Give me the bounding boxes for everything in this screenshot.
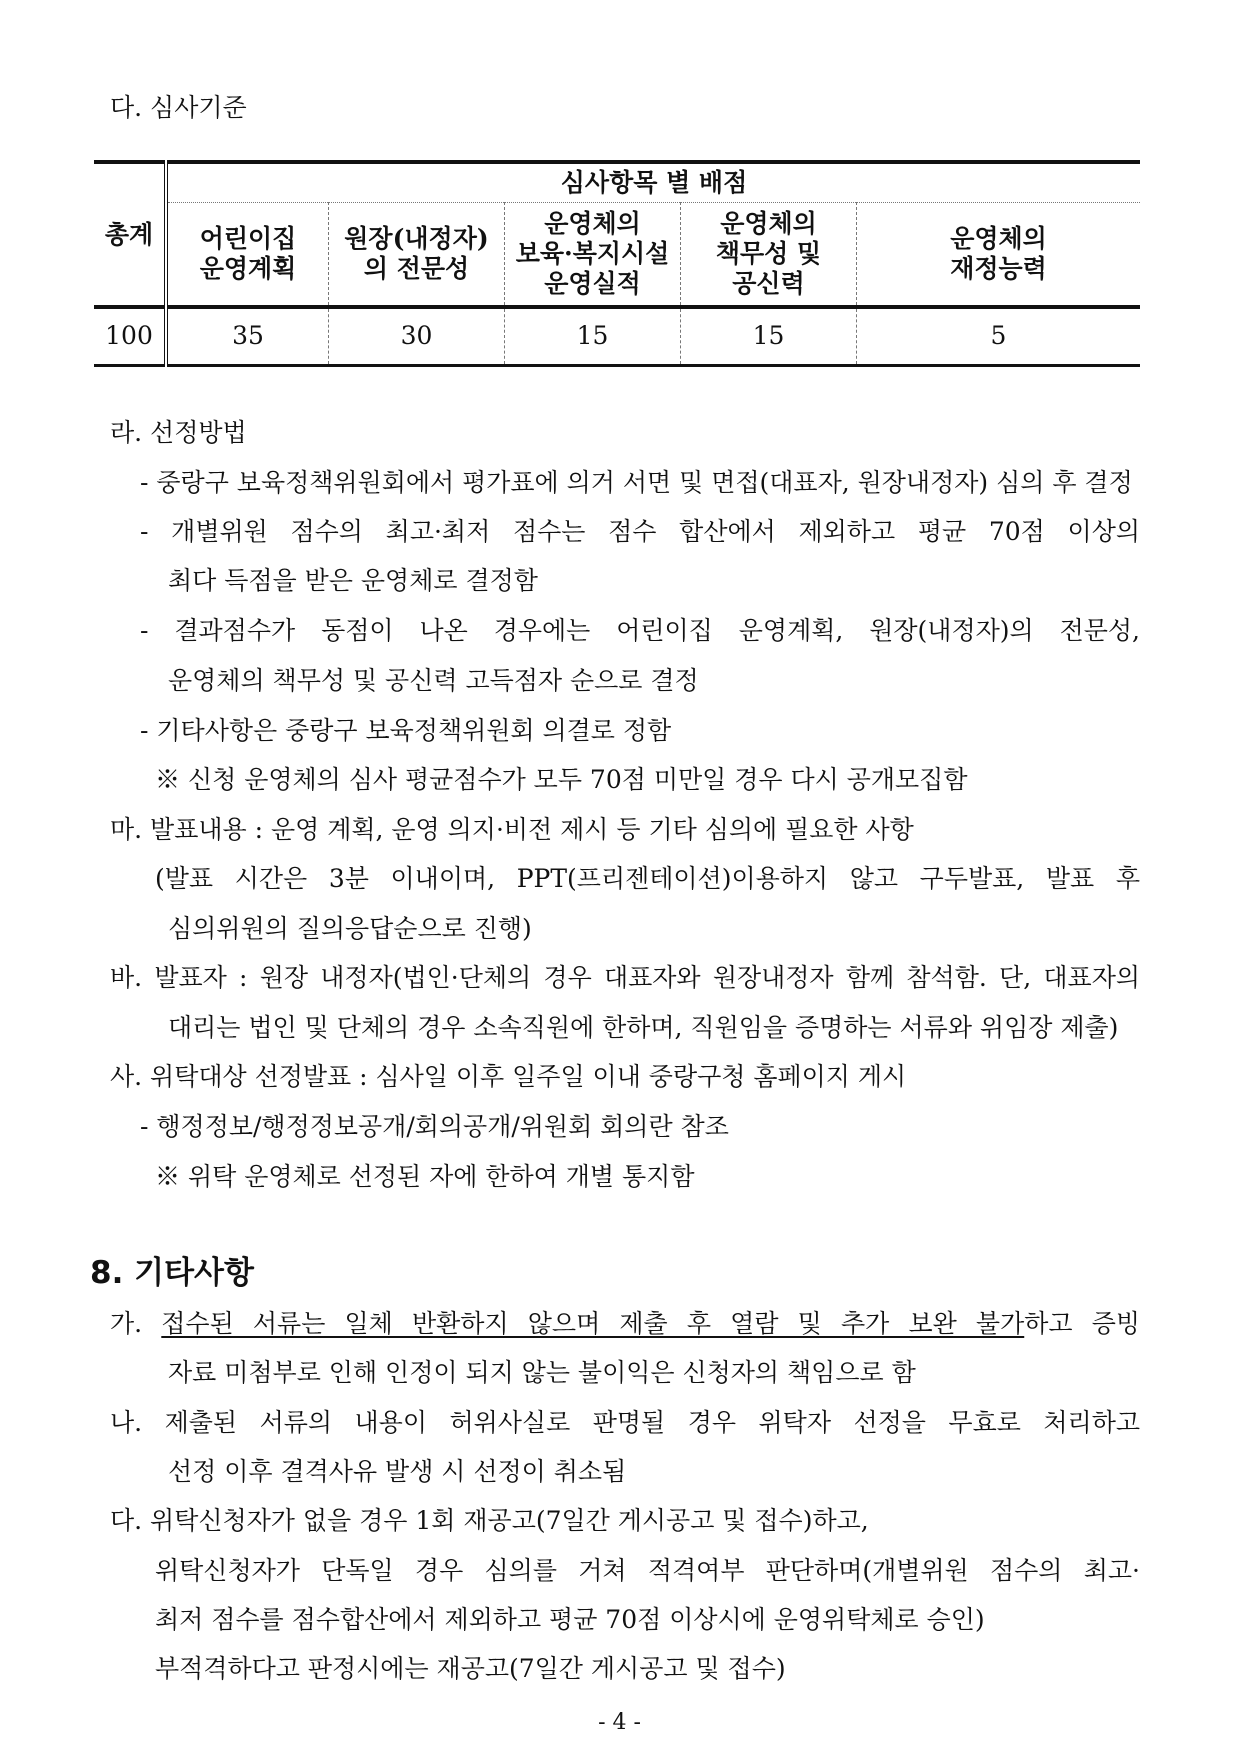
column-header-1: 어린이집 운영계획 [166, 202, 329, 307]
body-line: 심의위원의 질의응답순으로 진행) [168, 914, 532, 943]
score-value-1: 35 [166, 307, 329, 365]
section-8-item-c: 다. 위탁신청자가 없을 경우 1회 재공고(7일간 게시공고 및 접수)하고, [110, 1506, 869, 1535]
section-f-title: 바. 발표자 : 원장 내정자(법인·단체의 경우 대표자와 원장내정자 함께 참석함. 단, 대표자의 [110, 963, 1140, 992]
section-8-heading: 8. 기타사항 [90, 1255, 254, 1291]
body-line: 위탁신청자가 단독일 경우 심의를 거쳐 적격여부 판단하며(개별위원 점수의 최고· [155, 1556, 1140, 1585]
body-line: 운영체의 책무성 및 공신력 고득점자 순으로 결정 [168, 666, 699, 695]
section-c-title: 다. 심사기준 [110, 93, 247, 122]
score-value-4: 15 [681, 307, 857, 365]
body-line: - 개별위원 점수의 최고·최저 점수는 점수 합산에서 제외하고 평균 70점 이상의 [140, 517, 1140, 546]
body-line: (발표 시간은 3분 이내이며, PPT(프리젠테이션)이용하지 않고 구두발표, 발표 후 [155, 864, 1140, 893]
page-number: - 4 - [598, 1710, 641, 1735]
body-line: - 행정정보/행정정보공개/회의공개/위원회 회의란 참조 [140, 1112, 729, 1141]
body-line: 선정 이후 결격사유 발생 시 선정이 취소됨 [168, 1457, 627, 1486]
column-header-4: 운영체의 책무성 및 공신력 [681, 202, 857, 307]
column-header-3: 운영체의 보육·복지시설 운영실적 [505, 202, 681, 307]
body-line: 최저 점수를 점수합산에서 제외하고 평균 70점 이상시에 운영위탁체로 승인) [155, 1605, 985, 1634]
body-line: 부적격하다고 판정시에는 재공고(7일간 게시공고 및 접수) [155, 1654, 786, 1683]
total-header: 총계 [94, 162, 166, 307]
body-line: - 중랑구 보육정책위원회에서 평가표에 의거 서면 및 면접(대표자, 원장내정자) 심의 후 결정 [140, 468, 1133, 497]
section-e-title: 마. 발표내용 : 운영 계획, 운영 의지·비전 제시 등 기타 심의에 필요한 사항 [110, 815, 914, 844]
total-value: 100 [94, 307, 166, 365]
score-value-2: 30 [329, 307, 505, 365]
body-line: 자료 미첨부로 인해 인정이 되지 않는 불이익은 신청자의 책임으로 함 [168, 1358, 916, 1387]
item-a-prefix: 가. [110, 1309, 162, 1338]
body-line: 대리는 법인 및 단체의 경우 소속직원에 한하며, 직원임을 증명하는 서류와 위임장 제출) [168, 1013, 1119, 1042]
body-line: - 결과점수가 동점이 나온 경우에는 어린이집 운영계획, 원장(내정자)의 전문성, [140, 616, 1140, 645]
body-line: - 기타사항은 중랑구 보육정책위원회 의결로 정함 [140, 716, 672, 745]
column-header-5: 운영체의 재정능력 [857, 202, 1141, 307]
body-line: 최다 득점을 받은 운영체로 결정함 [168, 566, 538, 595]
score-value-5: 5 [857, 307, 1141, 365]
note-line: ※ 위탁 운영체로 선정된 자에 한하여 개별 통지함 [155, 1162, 695, 1191]
section-g-title: 사. 위탁대상 선정발표 : 심사일 이후 일주일 이내 중랑구청 홈페이지 게시 [110, 1062, 907, 1091]
scoring-criteria-table [94, 160, 1140, 367]
group-header: 심사항목 별 배점 [166, 162, 1140, 202]
item-a-underlined: 접수된 서류는 일체 반환하지 않으며 제출 후 열람 및 추가 보완 불가 [161, 1309, 1025, 1338]
column-header-2: 원장(내정자) 의 전문성 [329, 202, 505, 307]
section-8-item-a [110, 1307, 1140, 1341]
section-8-item-b: 나. 제출된 서류의 내용이 허위사실로 판명될 경우 위탁자 선정을 무효로 처리하고 [110, 1408, 1140, 1437]
score-value-3: 15 [505, 307, 681, 365]
section-d-title: 라. 선정방법 [110, 418, 247, 447]
note-line: ※ 신청 운영체의 심사 평균점수가 모두 70점 미만일 경우 다시 공개모집함 [155, 765, 968, 794]
item-a-rest: 하고 증빙 [1024, 1309, 1141, 1338]
